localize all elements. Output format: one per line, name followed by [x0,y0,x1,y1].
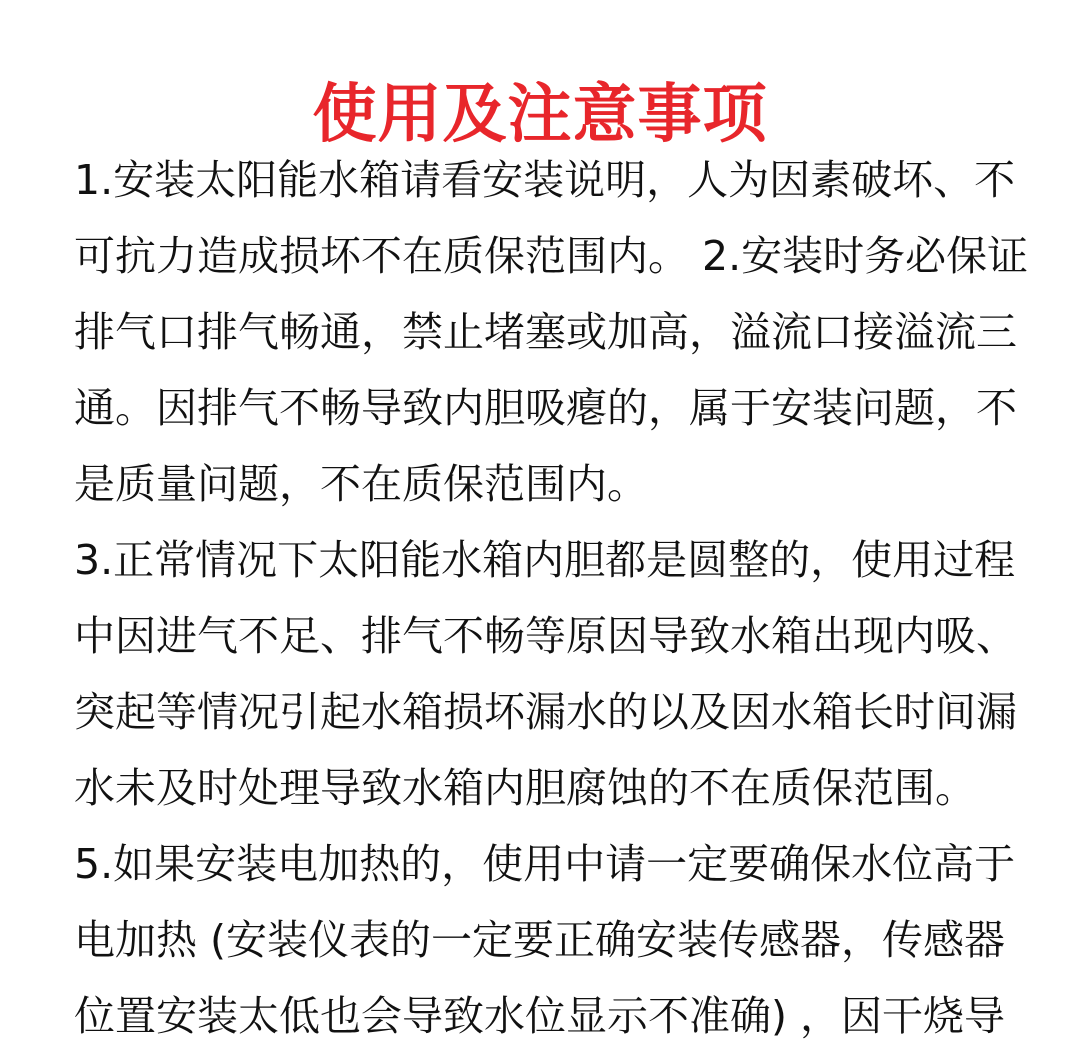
paragraph-tank-liner [74,522,1017,826]
text-line: 位置安装太低也会导致水位显示不准确) ，因干烧导 [74,992,1006,1040]
text-line: 水未及时处理导致水箱内胆腐蚀的不在质保范围。 [74,764,976,812]
text-line: 突起等情况引起水箱损坏漏水的以及因水箱长时间漏 [74,688,1017,736]
text-line: 1.安装太阳能水箱请看安装说明，人为因素破坏、不 [74,156,1016,204]
page-title: 使用及注意事项 [312,77,768,152]
text-line: 排气口排气畅通，禁止堵塞或加高，溢流口接溢流三 [74,308,1017,356]
paragraph-installation [74,142,1029,522]
text-line: 3.正常情况下太阳能水箱内胆都是圆整的，使用过程 [74,536,1016,584]
text-line: 中因进气不足、排气不畅等原因导致水箱出现内吸、 [74,612,1017,660]
text-line: 通。因排气不畅导致内胆吸瘪的，属于安装问题，不 [74,384,1017,432]
text-line: 是质量问题，不在质保范围内。 [74,460,648,508]
text-line: 5.如果安装电加热的，使用中请一定要确保水位高于 [74,840,1016,888]
text-line: 电加热 (安装仪表的一定要正确安装传感器，传感器 [74,916,1006,964]
text-line: 可抗力造成损坏不在质保范围内。 2.安装时务必保证 [74,232,1029,280]
paragraph-electric-heating [74,826,1014,1054]
notice-body [74,142,1029,1054]
